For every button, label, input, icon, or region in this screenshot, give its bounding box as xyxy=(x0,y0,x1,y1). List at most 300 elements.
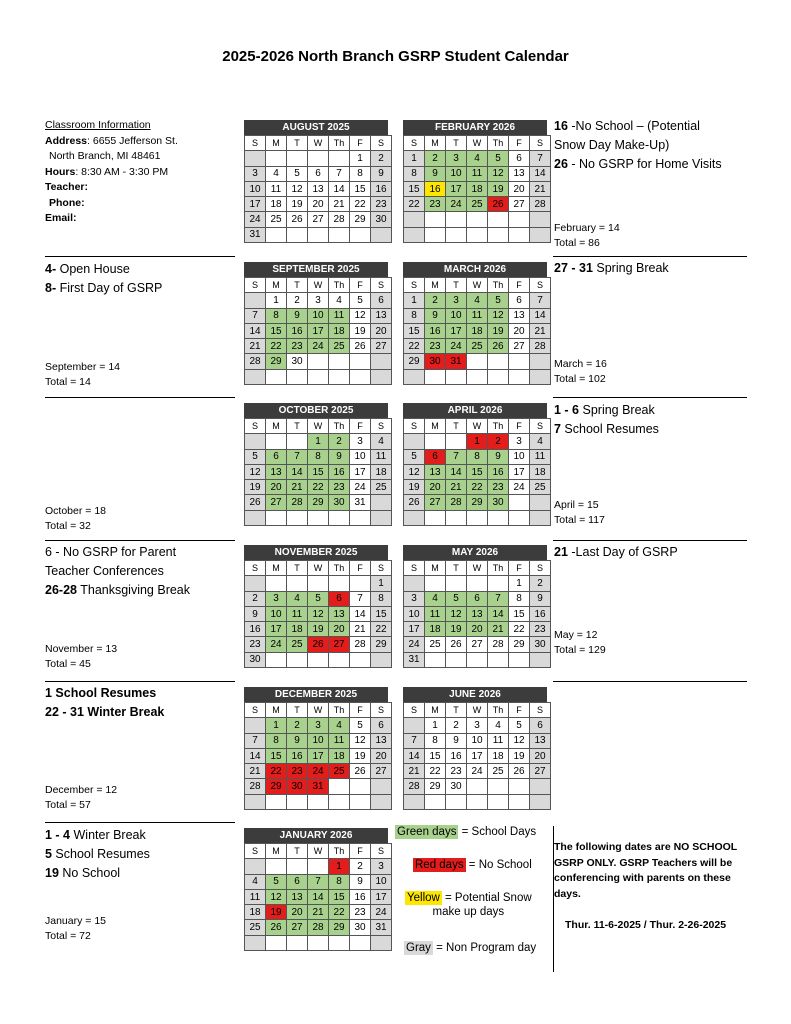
weekday-header: Th xyxy=(488,561,509,576)
empty-cell xyxy=(488,354,509,369)
month-header: MARCH 2026 xyxy=(403,262,547,277)
weekday-header: Th xyxy=(329,419,350,434)
day-cell: 24 xyxy=(308,339,329,354)
day-cell: 31 xyxy=(404,652,425,667)
day-cell: 26 xyxy=(308,637,329,652)
day-cell: 16 xyxy=(488,464,509,479)
empty-cell xyxy=(371,354,392,369)
day-cell: 30 xyxy=(287,779,308,794)
apr-count: April = 15 Total = 117 xyxy=(554,499,605,526)
empty-cell xyxy=(488,212,509,227)
weekday-header: M xyxy=(266,136,287,151)
day-cell: 17 xyxy=(467,748,488,763)
day-cell: 10 xyxy=(371,874,392,889)
day-cell: 11 xyxy=(329,308,350,323)
day-cell: 6 xyxy=(371,293,392,308)
empty-cell xyxy=(308,859,329,874)
day-cell: 5 xyxy=(245,449,266,464)
empty-cell xyxy=(245,794,266,809)
day-cell: 24 xyxy=(446,197,467,212)
day-cell: 2 xyxy=(287,293,308,308)
weekday-header: T xyxy=(287,703,308,718)
day-cell: 23 xyxy=(287,339,308,354)
day-cell: 5 xyxy=(350,293,371,308)
day-cell: 28 xyxy=(530,339,551,354)
day-cell: 2 xyxy=(287,718,308,733)
day-cell: 23 xyxy=(350,905,371,920)
day-cell: 16 xyxy=(425,181,446,196)
day-cell: 27 xyxy=(371,339,392,354)
day-cell: 22 xyxy=(371,622,392,637)
day-cell: 6 xyxy=(287,874,308,889)
day-cell: 26 xyxy=(287,212,308,227)
weekday-header: F xyxy=(509,703,530,718)
classroom-info xyxy=(45,118,178,227)
day-cell: 29 xyxy=(266,779,287,794)
empty-cell xyxy=(350,779,371,794)
weekday-header: T xyxy=(287,278,308,293)
weekday-header: Th xyxy=(329,561,350,576)
empty-cell xyxy=(329,935,350,950)
day-cell: 8 xyxy=(266,733,287,748)
weekday-header: Th xyxy=(329,278,350,293)
day-cell: 12 xyxy=(308,606,329,621)
weekday-header: M xyxy=(266,419,287,434)
day-cell: 27 xyxy=(530,764,551,779)
month-header: JANUARY 2026 xyxy=(244,828,388,843)
weekday-header: Th xyxy=(488,703,509,718)
weekday-header: M xyxy=(425,278,446,293)
may-notes: 21 -Last Day of GSRP xyxy=(554,545,678,559)
day-cell: 9 xyxy=(287,733,308,748)
day-cell: 2 xyxy=(446,718,467,733)
day-cell: 7 xyxy=(530,151,551,166)
weekday-header: F xyxy=(350,419,371,434)
day-cell: 1 xyxy=(404,151,425,166)
empty-cell xyxy=(425,794,446,809)
empty-cell xyxy=(308,369,329,384)
day-cell: 10 xyxy=(266,606,287,621)
day-cell: 7 xyxy=(488,591,509,606)
day-cell: 3 xyxy=(245,166,266,181)
day-cell: 1 xyxy=(404,293,425,308)
feb-count: February = 14 Total = 86 xyxy=(554,222,620,249)
month-grid xyxy=(244,277,392,385)
day-cell: 15 xyxy=(329,889,350,904)
empty-cell xyxy=(488,369,509,384)
day-cell: 16 xyxy=(371,181,392,196)
month-header: APRIL 2026 xyxy=(403,403,547,418)
day-cell: 13 xyxy=(509,166,530,181)
day-cell: 26 xyxy=(446,637,467,652)
empty-cell xyxy=(287,434,308,449)
day-cell: 29 xyxy=(404,354,425,369)
day-cell: 1 xyxy=(467,434,488,449)
empty-cell xyxy=(509,369,530,384)
day-cell: 7 xyxy=(350,591,371,606)
day-cell: 16 xyxy=(350,889,371,904)
day-cell: 4 xyxy=(467,293,488,308)
empty-cell xyxy=(350,794,371,809)
weekday-header: M xyxy=(266,844,287,859)
weekday-header: F xyxy=(509,136,530,151)
weekday-header: S xyxy=(245,136,266,151)
calendar-november-2025 xyxy=(244,545,388,668)
empty-cell xyxy=(350,935,371,950)
weekday-header: Th xyxy=(488,278,509,293)
day-cell: 6 xyxy=(425,449,446,464)
empty-cell xyxy=(467,227,488,242)
weekday-header: S xyxy=(371,278,392,293)
day-cell: 27 xyxy=(425,495,446,510)
day-cell: 7 xyxy=(446,449,467,464)
empty-cell xyxy=(287,151,308,166)
empty-cell xyxy=(245,859,266,874)
day-cell: 29 xyxy=(329,920,350,935)
day-cell: 8 xyxy=(404,166,425,181)
empty-cell xyxy=(446,369,467,384)
day-cell: 19 xyxy=(446,622,467,637)
weekday-header: T xyxy=(446,136,467,151)
weekday-header: W xyxy=(467,419,488,434)
divider xyxy=(553,256,747,257)
empty-cell xyxy=(329,151,350,166)
day-cell: 20 xyxy=(509,323,530,338)
day-cell: 18 xyxy=(287,622,308,637)
month-grid xyxy=(403,560,551,668)
empty-cell xyxy=(509,779,530,794)
empty-cell xyxy=(329,794,350,809)
weekday-header: F xyxy=(350,278,371,293)
empty-cell xyxy=(404,576,425,591)
day-cell: 20 xyxy=(329,622,350,637)
day-cell: 4 xyxy=(266,166,287,181)
day-cell: 10 xyxy=(446,166,467,181)
day-cell: 22 xyxy=(266,339,287,354)
day-cell: 12 xyxy=(509,733,530,748)
day-cell: 11 xyxy=(467,308,488,323)
day-cell: 1 xyxy=(425,718,446,733)
day-cell: 15 xyxy=(467,464,488,479)
day-cell: 11 xyxy=(266,181,287,196)
day-cell: 4 xyxy=(488,718,509,733)
day-cell: 8 xyxy=(266,308,287,323)
day-cell: 20 xyxy=(467,622,488,637)
month-header: MAY 2026 xyxy=(403,545,547,560)
day-cell: 20 xyxy=(509,181,530,196)
day-cell: 3 xyxy=(446,151,467,166)
day-cell: 23 xyxy=(488,480,509,495)
day-cell: 14 xyxy=(404,748,425,763)
day-cell: 26 xyxy=(488,197,509,212)
day-cell: 7 xyxy=(530,293,551,308)
day-cell: 25 xyxy=(329,339,350,354)
day-cell: 4 xyxy=(467,151,488,166)
weekday-header: S xyxy=(371,703,392,718)
day-cell: 27 xyxy=(509,197,530,212)
day-cell: 30 xyxy=(371,212,392,227)
day-cell: 19 xyxy=(287,197,308,212)
empty-cell xyxy=(329,779,350,794)
day-cell: 13 xyxy=(509,308,530,323)
jan-notes: 1 - 4 Winter Break 5 School Resumes 19 No School xyxy=(45,828,150,880)
day-cell: 18 xyxy=(266,197,287,212)
day-cell: 14 xyxy=(245,748,266,763)
empty-cell xyxy=(425,510,446,525)
day-cell: 15 xyxy=(371,606,392,621)
day-cell: 21 xyxy=(308,905,329,920)
day-cell: 15 xyxy=(404,323,425,338)
empty-cell xyxy=(287,227,308,242)
day-cell: 10 xyxy=(350,449,371,464)
day-cell: 14 xyxy=(308,889,329,904)
day-cell: 12 xyxy=(350,733,371,748)
weekday-header: F xyxy=(350,136,371,151)
day-cell: 31 xyxy=(245,227,266,242)
day-cell: 3 xyxy=(308,293,329,308)
day-cell: 23 xyxy=(446,764,467,779)
day-cell: 20 xyxy=(425,480,446,495)
day-cell: 21 xyxy=(530,323,551,338)
empty-cell xyxy=(446,227,467,242)
legend-yellow: Yellow = Potential Snow make up days xyxy=(407,892,532,918)
day-cell: 30 xyxy=(530,637,551,652)
day-cell: 22 xyxy=(467,480,488,495)
day-cell: 18 xyxy=(488,748,509,763)
day-cell: 9 xyxy=(371,166,392,181)
day-cell: 18 xyxy=(329,748,350,763)
feb-notes: 16 -No School – (Potential Snow Day Make-Up) 26 - No GSRP for Home Visits xyxy=(554,119,722,171)
day-cell: 15 xyxy=(509,606,530,621)
email-label: Email: xyxy=(45,212,77,224)
month-header: JUNE 2026 xyxy=(403,687,547,702)
day-cell: 20 xyxy=(371,748,392,763)
day-cell: 9 xyxy=(530,591,551,606)
day-cell: 5 xyxy=(287,166,308,181)
empty-cell xyxy=(245,293,266,308)
dec-count: December = 12 Total = 57 xyxy=(45,784,118,811)
day-cell: 1 xyxy=(266,293,287,308)
day-cell: 22 xyxy=(404,339,425,354)
weekday-header: F xyxy=(509,561,530,576)
weekday-header: T xyxy=(287,419,308,434)
day-cell: 2 xyxy=(530,576,551,591)
day-cell: 16 xyxy=(530,606,551,621)
empty-cell xyxy=(425,434,446,449)
weekday-header: T xyxy=(287,844,308,859)
day-cell: 27 xyxy=(266,495,287,510)
weekday-header: W xyxy=(308,419,329,434)
weekday-header: S xyxy=(371,561,392,576)
day-cell: 5 xyxy=(350,718,371,733)
day-cell: 8 xyxy=(467,449,488,464)
divider xyxy=(45,256,235,257)
day-cell: 17 xyxy=(245,197,266,212)
day-cell: 12 xyxy=(350,308,371,323)
day-cell: 9 xyxy=(425,308,446,323)
day-cell: 30 xyxy=(350,920,371,935)
empty-cell xyxy=(425,652,446,667)
day-cell: 24 xyxy=(245,212,266,227)
day-cell: 8 xyxy=(425,733,446,748)
day-cell: 14 xyxy=(530,308,551,323)
day-cell: 16 xyxy=(425,323,446,338)
month-grid xyxy=(403,702,551,810)
legend-green: Green days = School Days xyxy=(397,826,537,838)
day-cell: 23 xyxy=(425,197,446,212)
empty-cell xyxy=(308,794,329,809)
empty-cell xyxy=(530,779,551,794)
day-cell: 4 xyxy=(245,874,266,889)
oct-count: October = 18 Total = 32 xyxy=(45,505,106,532)
day-cell: 21 xyxy=(350,622,371,637)
day-cell: 1 xyxy=(350,151,371,166)
divider xyxy=(45,681,235,682)
day-cell: 15 xyxy=(308,464,329,479)
day-cell: 28 xyxy=(350,637,371,652)
empty-cell xyxy=(287,859,308,874)
teacher-label: Teacher: xyxy=(45,181,88,193)
day-cell: 28 xyxy=(446,495,467,510)
day-cell: 28 xyxy=(245,779,266,794)
conference-note: The following dates are NO SCHOOL GSRP ONLY. GSRP Teachers will be conferencing with parents on these days. xyxy=(554,841,737,900)
day-cell: 26 xyxy=(350,764,371,779)
day-cell: 9 xyxy=(446,733,467,748)
day-cell: 25 xyxy=(425,637,446,652)
weekday-header: S xyxy=(530,419,551,434)
day-cell: 17 xyxy=(509,464,530,479)
empty-cell xyxy=(530,495,551,510)
empty-cell xyxy=(371,495,392,510)
day-cell: 7 xyxy=(287,449,308,464)
day-cell: 2 xyxy=(488,434,509,449)
empty-cell xyxy=(509,227,530,242)
day-cell: 25 xyxy=(329,764,350,779)
mar-count: March = 16 Total = 102 xyxy=(554,358,607,385)
empty-cell xyxy=(266,369,287,384)
empty-cell xyxy=(266,434,287,449)
day-cell: 30 xyxy=(446,779,467,794)
hours: Hours: 8:30 AM - 3:30 PM xyxy=(45,165,169,178)
day-cell: 26 xyxy=(245,495,266,510)
day-cell: 28 xyxy=(245,354,266,369)
day-cell: 27 xyxy=(467,637,488,652)
day-cell: 6 xyxy=(329,591,350,606)
day-cell: 23 xyxy=(371,197,392,212)
day-cell: 12 xyxy=(488,166,509,181)
day-cell: 22 xyxy=(266,764,287,779)
day-cell: 19 xyxy=(266,905,287,920)
day-cell: 13 xyxy=(266,464,287,479)
day-cell: 1 xyxy=(371,576,392,591)
day-cell: 3 xyxy=(446,293,467,308)
day-cell: 29 xyxy=(509,637,530,652)
day-cell: 28 xyxy=(308,920,329,935)
empty-cell xyxy=(308,576,329,591)
weekday-header: W xyxy=(308,844,329,859)
day-cell: 18 xyxy=(245,905,266,920)
day-cell: 10 xyxy=(467,733,488,748)
day-cell: 4 xyxy=(287,591,308,606)
day-cell: 1 xyxy=(329,859,350,874)
day-cell: 27 xyxy=(371,764,392,779)
day-cell: 20 xyxy=(371,323,392,338)
weekday-header: Th xyxy=(329,844,350,859)
day-cell: 20 xyxy=(530,748,551,763)
day-cell: 10 xyxy=(446,308,467,323)
apr-notes: 1 - 6 Spring Break 7 School Resumes xyxy=(554,403,659,436)
day-cell: 11 xyxy=(287,606,308,621)
day-cell: 24 xyxy=(446,339,467,354)
day-cell: 12 xyxy=(245,464,266,479)
empty-cell xyxy=(245,576,266,591)
empty-cell xyxy=(446,212,467,227)
empty-cell xyxy=(425,576,446,591)
calendar-february-2026 xyxy=(403,120,547,243)
day-cell: 12 xyxy=(287,181,308,196)
empty-cell xyxy=(350,510,371,525)
day-cell: 9 xyxy=(329,449,350,464)
day-cell: 19 xyxy=(350,323,371,338)
day-cell: 29 xyxy=(266,354,287,369)
day-cell: 18 xyxy=(371,464,392,479)
day-cell: 16 xyxy=(287,323,308,338)
weekday-header: Th xyxy=(488,419,509,434)
jan-count: January = 15 Total = 72 xyxy=(45,915,107,942)
day-cell: 26 xyxy=(266,920,287,935)
weekday-header: S xyxy=(371,419,392,434)
day-cell: 3 xyxy=(308,718,329,733)
legend-gray: Gray = Non Program day xyxy=(406,942,537,954)
weekday-header: S xyxy=(404,278,425,293)
weekday-header: M xyxy=(425,561,446,576)
day-cell: 19 xyxy=(350,748,371,763)
empty-cell xyxy=(425,212,446,227)
day-cell: 2 xyxy=(329,434,350,449)
day-cell: 27 xyxy=(308,212,329,227)
day-cell: 22 xyxy=(509,622,530,637)
empty-cell xyxy=(266,227,287,242)
dec-notes: 1 School Resumes 22 - 31 Winter Break xyxy=(45,686,165,719)
empty-cell xyxy=(245,935,266,950)
day-cell: 30 xyxy=(488,495,509,510)
empty-cell xyxy=(509,510,530,525)
empty-cell xyxy=(350,354,371,369)
weekday-header: S xyxy=(404,419,425,434)
empty-cell xyxy=(287,652,308,667)
day-cell: 7 xyxy=(329,166,350,181)
day-cell: 25 xyxy=(371,480,392,495)
day-cell: 18 xyxy=(530,464,551,479)
day-cell: 2 xyxy=(425,293,446,308)
empty-cell xyxy=(308,510,329,525)
empty-cell xyxy=(530,227,551,242)
day-cell: 10 xyxy=(308,308,329,323)
day-cell: 1 xyxy=(308,434,329,449)
calendar-march-2026 xyxy=(403,262,547,385)
day-cell: 6 xyxy=(266,449,287,464)
day-cell: 9 xyxy=(350,874,371,889)
day-cell: 2 xyxy=(371,151,392,166)
day-cell: 31 xyxy=(308,779,329,794)
day-cell: 9 xyxy=(287,308,308,323)
day-cell: 21 xyxy=(245,764,266,779)
empty-cell xyxy=(446,576,467,591)
month-grid xyxy=(403,277,551,385)
empty-cell xyxy=(488,779,509,794)
weekday-header: F xyxy=(350,561,371,576)
day-cell: 3 xyxy=(266,591,287,606)
